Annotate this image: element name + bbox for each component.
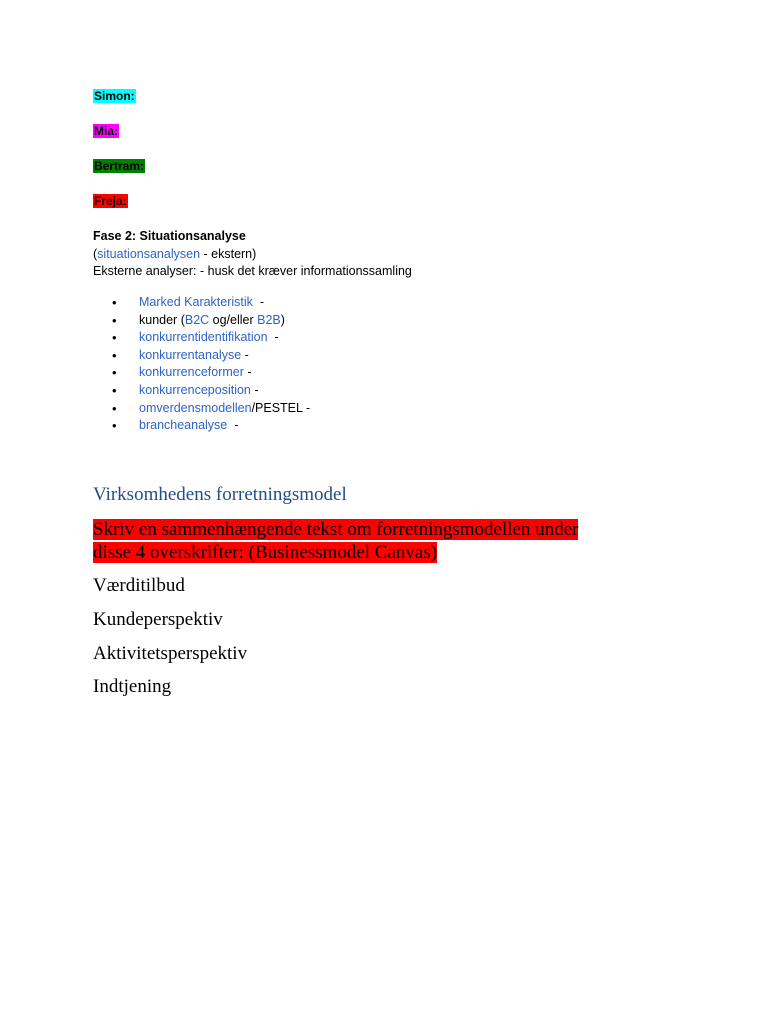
name-label: Mia: — [94, 124, 118, 138]
list-item: • Marked Karakteristik - — [112, 295, 265, 310]
konkurrenceposition-link[interactable]: konkurrenceposition — [139, 382, 251, 397]
section-heading: Virksomhedens forretningsmodel — [93, 484, 347, 505]
omverdensmodellen-link[interactable]: omverdensmodellen — [139, 400, 252, 415]
list-item: • kunder (B2C og/eller B2B) — [112, 312, 285, 328]
list-item: • konkurrentidentifikation - — [112, 330, 279, 346]
marked-karakteristik-link[interactable]: Marked Karakteristik — [139, 295, 253, 309]
phase-subtitle: (situationsanalysen - ekstern) — [93, 246, 257, 261]
b2b-link[interactable]: B2B — [257, 312, 281, 327]
konkurrenceformer-link[interactable]: konkurrenceformer — [139, 365, 244, 380]
bullet-icon: • — [112, 347, 117, 363]
subheading-kundeperspektiv: Kundeperspektiv — [93, 609, 223, 630]
name-label: Bertram: — [94, 159, 145, 173]
bullet-icon: • — [112, 400, 117, 416]
b2c-link[interactable]: B2C — [184, 312, 210, 327]
subheading-vaerditilbud: Værditilbud — [93, 575, 185, 596]
brancheanalyse-link[interactable]: brancheanalyse — [139, 418, 228, 433]
subheading-indtjening: Indtjening — [93, 676, 172, 697]
situationsanalysen-link[interactable]: situationsanalysen — [97, 246, 201, 261]
name-simon — [93, 88, 136, 104]
konkurrentanalyse-link[interactable]: konkurrentanalyse — [139, 347, 242, 362]
analysis-list — [112, 294, 310, 435]
phase-title: Fase 2: Situationsanalyse — [93, 229, 246, 243]
name-mia — [93, 123, 119, 139]
name-label: Simon: — [94, 89, 135, 103]
list-item: • omverdensmodellen/PESTEL - — [112, 400, 311, 416]
bullet-icon: • — [112, 312, 117, 328]
external-analyses-line: Eksterne analyser: - husk det kræver informationssamling — [93, 264, 412, 278]
name-bertram — [93, 158, 145, 174]
bullet-icon: • — [112, 295, 117, 310]
bullet-icon: • — [112, 330, 117, 346]
konkurrentidentifikation-link[interactable]: konkurrentidentifikation — [139, 330, 268, 345]
bullet-icon: • — [112, 365, 117, 381]
list-item: • brancheanalyse - — [112, 418, 239, 434]
name-freja — [93, 193, 128, 209]
name-label: Freja: — [94, 194, 127, 208]
list-item: • konkurrentanalyse - — [112, 347, 249, 363]
subheading-aktivitetsperspektiv: Aktivitetsperspektiv — [93, 643, 248, 664]
bullet-icon: • — [112, 382, 117, 398]
instruction-text: Skriv en sammenhængende tekst om forretningsmodellen under disse 4 overskrifter: (Businessmodel Canvas) — [93, 519, 579, 563]
list-item: • konkurrenceposition - — [112, 382, 259, 398]
phase-block — [93, 228, 412, 281]
list-item: • konkurrenceformer - — [112, 365, 252, 381]
bullet-icon: • — [112, 418, 117, 434]
